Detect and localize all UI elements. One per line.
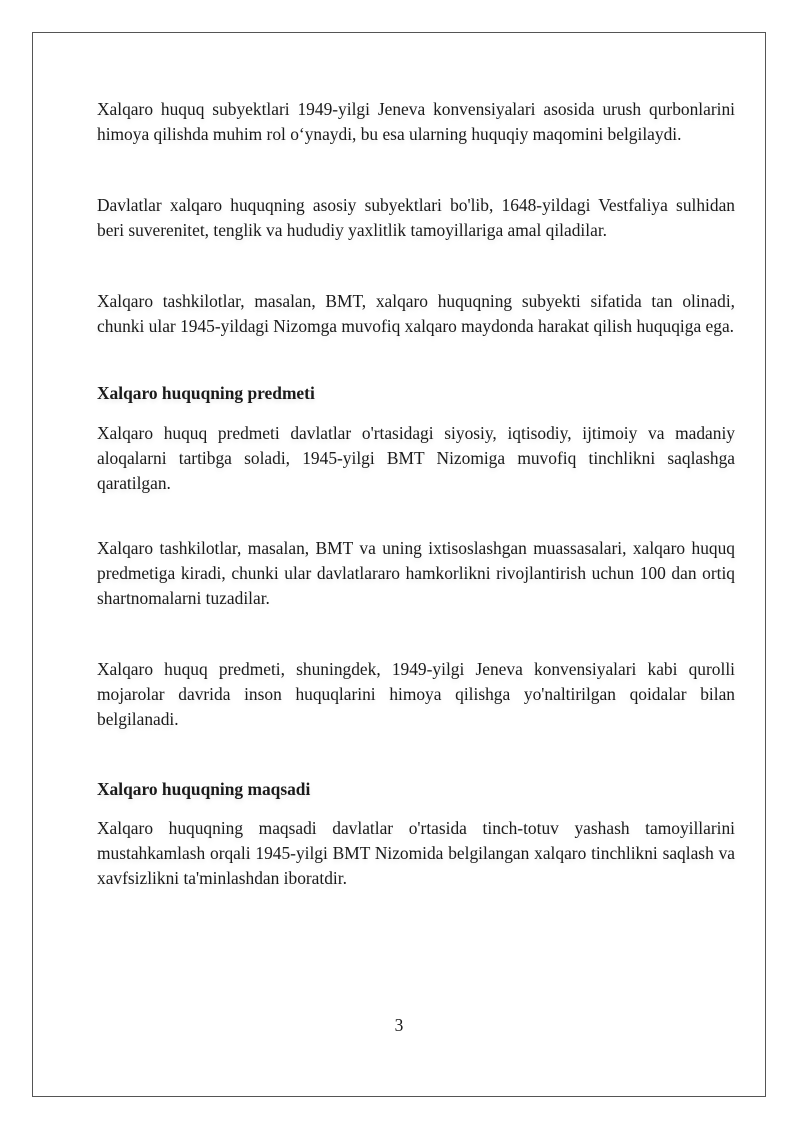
page-content [97,97,735,891]
page-number: 3 [394,1015,404,1035]
paragraph-subject-matter-geneva: Xalqaro huquq predmeti, shuningdek, 1949-yilgi Jeneva konvensiyalari kabi qurolli mojarolar davrida inson huquqlarini himoya qilishga yo'naltirilgan qoidalar bilan belgilanadi. [97,659,735,729]
heading-subject-matter: Xalqaro huquqning predmeti [97,383,315,403]
paragraph-subject-matter-organizations: Xalqaro tashkilotlar, masalan, BMT va uning ixtisoslashgan muassasalari, xalqaro huquq predmetiga kiradi, chunki ular davlatlararo hamkorlikni rivojlantirish uchun 100 dan ortiq shartnomalarni tuzadilar. [97,538,735,608]
paragraph-subjects-geneva: Xalqaro huquq subyektlari 1949-yilgi Jeneva konvensiyalari asosida urush qurbonlarini himoya qilishda muhim rol o‘ynaydi, bu esa ularning huquqiy maqomini belgilaydi. [97,99,735,144]
paragraph-subjects-organizations: Xalqaro tashkilotlar, masalan, BMT, xalqaro huquqning subyekti sifatida tan olinadi, chunki ular 1945-yildagi Nizomga muvofiq xalqaro maydonda harakat qilish huquqiga ega. [97,291,735,336]
document-page [32,32,766,1097]
paragraph-subjects-states: Davlatlar xalqaro huquqning asosiy subyektlari bo'lib, 1648-yildagi Vestfaliya sulhidan beri suverenitet, tenglik va hududiy yaxlitlik tamoyillariga amal qiladilar. [97,195,735,240]
heading-purpose: Xalqaro huquqning maqsadi [97,779,311,799]
paragraph-subject-matter-relations: Xalqaro huquq predmeti davlatlar o'rtasidagi siyosiy, iqtisodiy, ijtimoiy va madaniy aloqalarni tartibga soladi, 1945-yilgi BMT Nizomiga muvofiq tinchlikni saqlashga qaratilgan. [97,423,735,493]
paragraph-purpose: Xalqaro huquqning maqsadi davlatlar o'rtasida tinch-totuv yashash tamoyillarini mustahkamlash orqali 1945-yilgi BMT Nizomida belgilangan xalqaro tinchlikni saqlash va xavfsizlikni ta'minlashdan iboratdir. [97,818,735,888]
